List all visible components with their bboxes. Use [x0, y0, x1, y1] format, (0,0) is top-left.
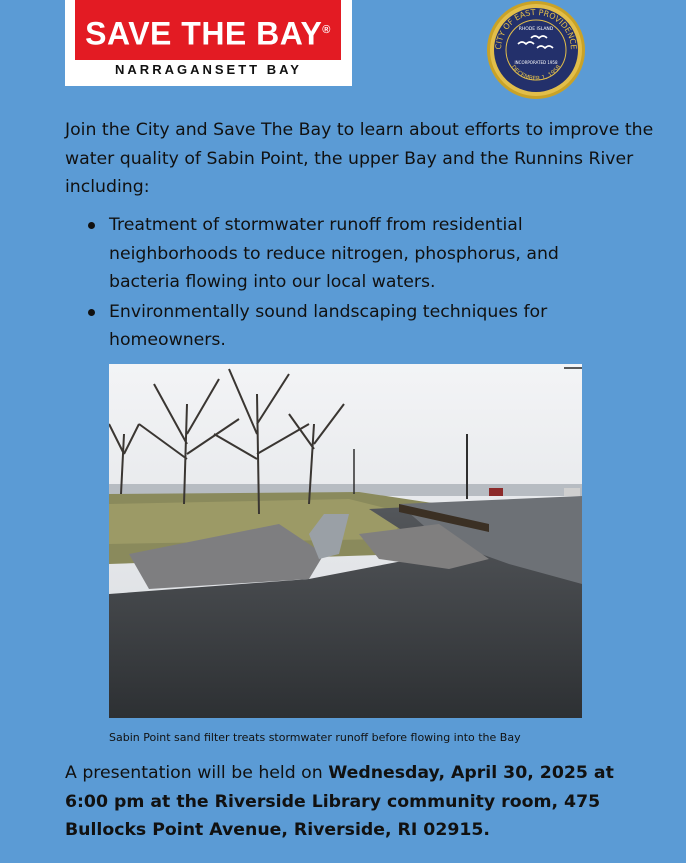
logo-subtitle: NARRAGANSETT BAY [115, 62, 302, 77]
intro-paragraph: Join the City and Save The Bay to learn about efforts to improve the water quality of Sabin Point, the upper Bay and the Runnins River including: [65, 120, 654, 197]
city-seal-icon [485, 0, 587, 100]
sabin-point-photo [109, 364, 582, 718]
seal-bottom-text: DECEMBER 1, 1958 [509, 63, 563, 83]
logo-wordmark [75, 0, 341, 60]
presentation-notice [65, 759, 645, 845]
logo-main-text: SAVE THE BAY [85, 15, 323, 52]
presentation-details: Wednesday, April 30, 2025 at 6:00 pm at the Riverside Library community room, 475 Bullocks Point Avenue, Riverside, RI 02915. [65, 763, 614, 840]
save-the-bay-logo [65, 0, 352, 86]
registered-mark: ® [322, 24, 331, 36]
seal-outer-text: CITY OF EAST PROVIDENCE [493, 7, 579, 50]
list-item: Environmentally sound landscaping techniques for homeowners. [86, 298, 606, 355]
photo-caption: Sabin Point sand filter treats stormwater runoff before flowing into the Bay [109, 731, 521, 744]
list-item: Treatment of stormwater runoff from residential neighborhoods to reduce nitrogen, phosphorus, and bacteria flowing into our local waters. [86, 211, 606, 297]
seal-top-text: RHODE ISLAND [518, 27, 554, 32]
presentation-lead: A presentation will be held on [65, 763, 329, 783]
topics-list [86, 211, 606, 356]
seal-incorporated-text: INCORPORATED 1958 [514, 60, 558, 65]
